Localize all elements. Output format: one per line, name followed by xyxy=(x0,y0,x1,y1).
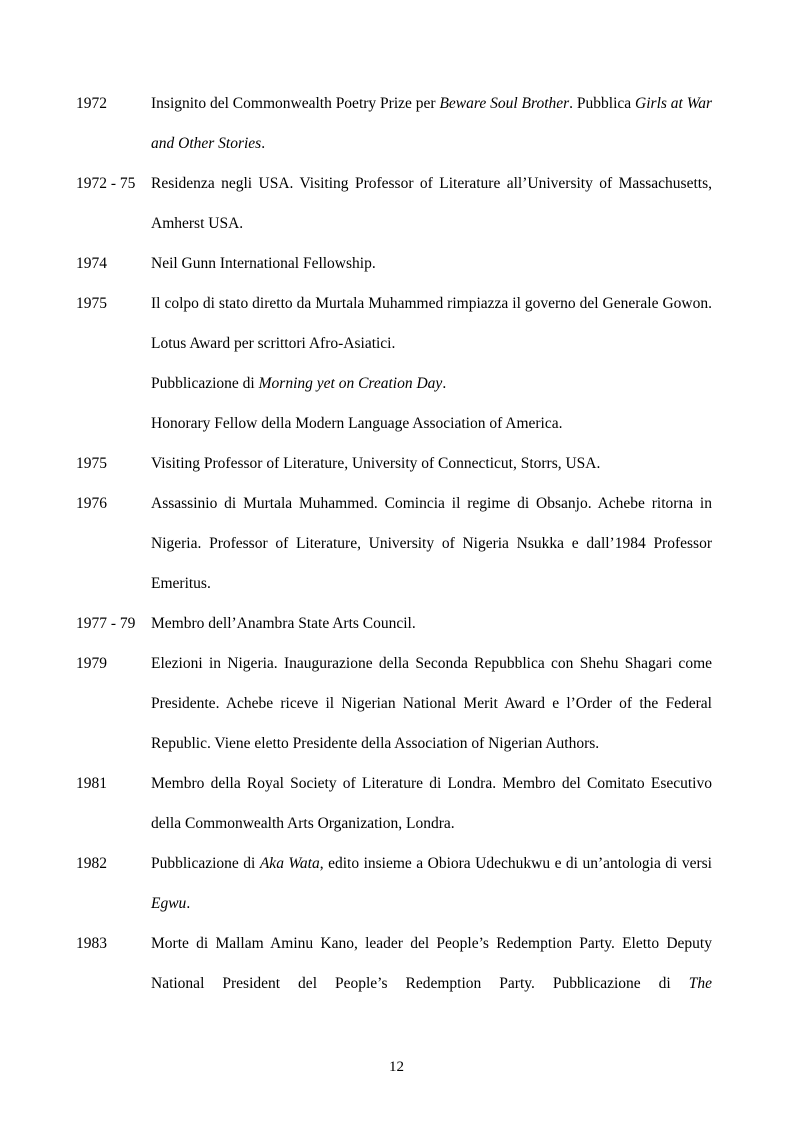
entry-paragraph xyxy=(151,284,712,364)
text-run: Il colpo di stato diretto da Murtala Muhammed rimpiazza il governo del Generale Gowon. Lotus Award per scrittori Afro-Asiatici. xyxy=(151,295,712,352)
entry-year: 1975 xyxy=(76,295,107,312)
text-run: . xyxy=(261,135,266,152)
text-run: . xyxy=(186,895,191,912)
chronology-entry xyxy=(76,764,712,844)
chronology-entry xyxy=(76,284,712,444)
text-run: Pubblicazione di xyxy=(151,855,260,872)
text-run: , edito insieme a Obiora Udechukwu e di un’antologia di versi xyxy=(319,855,712,872)
entry-year: 1976 xyxy=(76,495,107,512)
entry-description xyxy=(151,484,712,604)
entry-paragraph xyxy=(151,924,712,1004)
page-number: 12 xyxy=(389,1059,404,1075)
entry-description xyxy=(151,84,712,164)
entry-paragraph xyxy=(151,84,712,164)
entry-description xyxy=(151,164,712,244)
chronology-entry xyxy=(76,844,712,924)
text-run: Elezioni in Nigeria. Inaugurazione della Seconda Repubblica con Shehu Shagari come Presidente. Achebe riceve il Nigerian National Merit Award e l’Order of the Federal Republic. Viene eletto Presidente della Association of Nigerian Authors. xyxy=(151,655,712,752)
entry-year: 1975 xyxy=(76,455,107,472)
text-run: Pubblicazione di xyxy=(151,375,259,392)
text-run: . xyxy=(442,375,447,392)
entry-paragraph xyxy=(151,444,712,484)
entry-paragraph xyxy=(151,844,712,924)
chronology-entry xyxy=(76,164,712,244)
chronology-entry xyxy=(76,644,712,764)
italic-title: Aka Wata xyxy=(259,855,320,872)
entry-paragraph xyxy=(151,244,712,284)
italic-title: Morning yet on Creation Day xyxy=(258,375,443,392)
entry-year: 1972 xyxy=(76,95,107,112)
entry-year: 1974 xyxy=(76,255,107,272)
entry-paragraph xyxy=(151,644,712,764)
entry-paragraph xyxy=(151,764,712,844)
entry-description xyxy=(151,844,712,924)
italic-title: The xyxy=(688,975,712,992)
chronology-entry xyxy=(76,604,712,644)
text-run: Assassinio di Murtala Muhammed. Comincia il regime di Obsanjo. Achebe ritorna in Nigeria. Professor of Literature, University of Nigeria Nsukka e dall’1984 Professor Emeritus. xyxy=(151,495,712,592)
entry-year: 1981 xyxy=(76,775,107,792)
text-run: Honorary Fellow della Modern Language Association of America. xyxy=(151,415,563,432)
chronology-list xyxy=(76,84,712,1004)
text-run: Morte di Mallam Aminu Kano, leader del People’s Redemption Party. Eletto Deputy National President del People’s Redemption Party. Pubblicazione di xyxy=(151,935,712,992)
text-run: . Pubblica xyxy=(569,95,636,112)
entry-paragraph xyxy=(151,484,712,604)
chronology-entry xyxy=(76,244,712,284)
text-run: Membro dell’Anambra State Arts Council. xyxy=(151,615,416,632)
text-run: Insignito del Commonwealth Poetry Prize per xyxy=(151,95,440,112)
entry-year: 1972 - 75 xyxy=(76,175,136,192)
entry-paragraph xyxy=(151,404,712,444)
italic-title: Beware Soul Brother xyxy=(439,95,570,112)
chronology-entry xyxy=(76,444,712,484)
text-run: Residenza negli USA. Visiting Professor of Literature all’University of Massachusetts, Amherst USA. xyxy=(151,175,712,232)
entry-paragraph xyxy=(151,604,712,644)
entry-year: 1982 xyxy=(76,855,107,872)
entry-description xyxy=(151,644,712,764)
entry-paragraph xyxy=(151,164,712,244)
entry-paragraph xyxy=(151,364,712,404)
chronology-entry xyxy=(76,924,712,1004)
entry-year: 1977 - 79 xyxy=(76,615,136,632)
chronology-entry xyxy=(76,84,712,164)
text-run: Membro della Royal Society of Literature di Londra. Membro del Comitato Esecutivo della Commonwealth Arts Organization, Londra. xyxy=(151,775,712,832)
italic-title: Girls at War and Other Stories xyxy=(151,95,712,152)
entry-description xyxy=(151,604,712,644)
entry-year: 1983 xyxy=(76,935,107,952)
entry-description xyxy=(151,284,712,444)
entry-year: 1979 xyxy=(76,655,107,672)
entry-description xyxy=(151,244,712,284)
entry-description xyxy=(151,764,712,844)
entry-description xyxy=(151,924,712,1004)
text-run: Neil Gunn International Fellowship. xyxy=(151,255,376,272)
italic-title: Egwu xyxy=(151,895,187,912)
text-run: Visiting Professor of Literature, University of Connecticut, Storrs, USA. xyxy=(151,455,601,472)
chronology-entry xyxy=(76,484,712,604)
entry-description xyxy=(151,444,712,484)
